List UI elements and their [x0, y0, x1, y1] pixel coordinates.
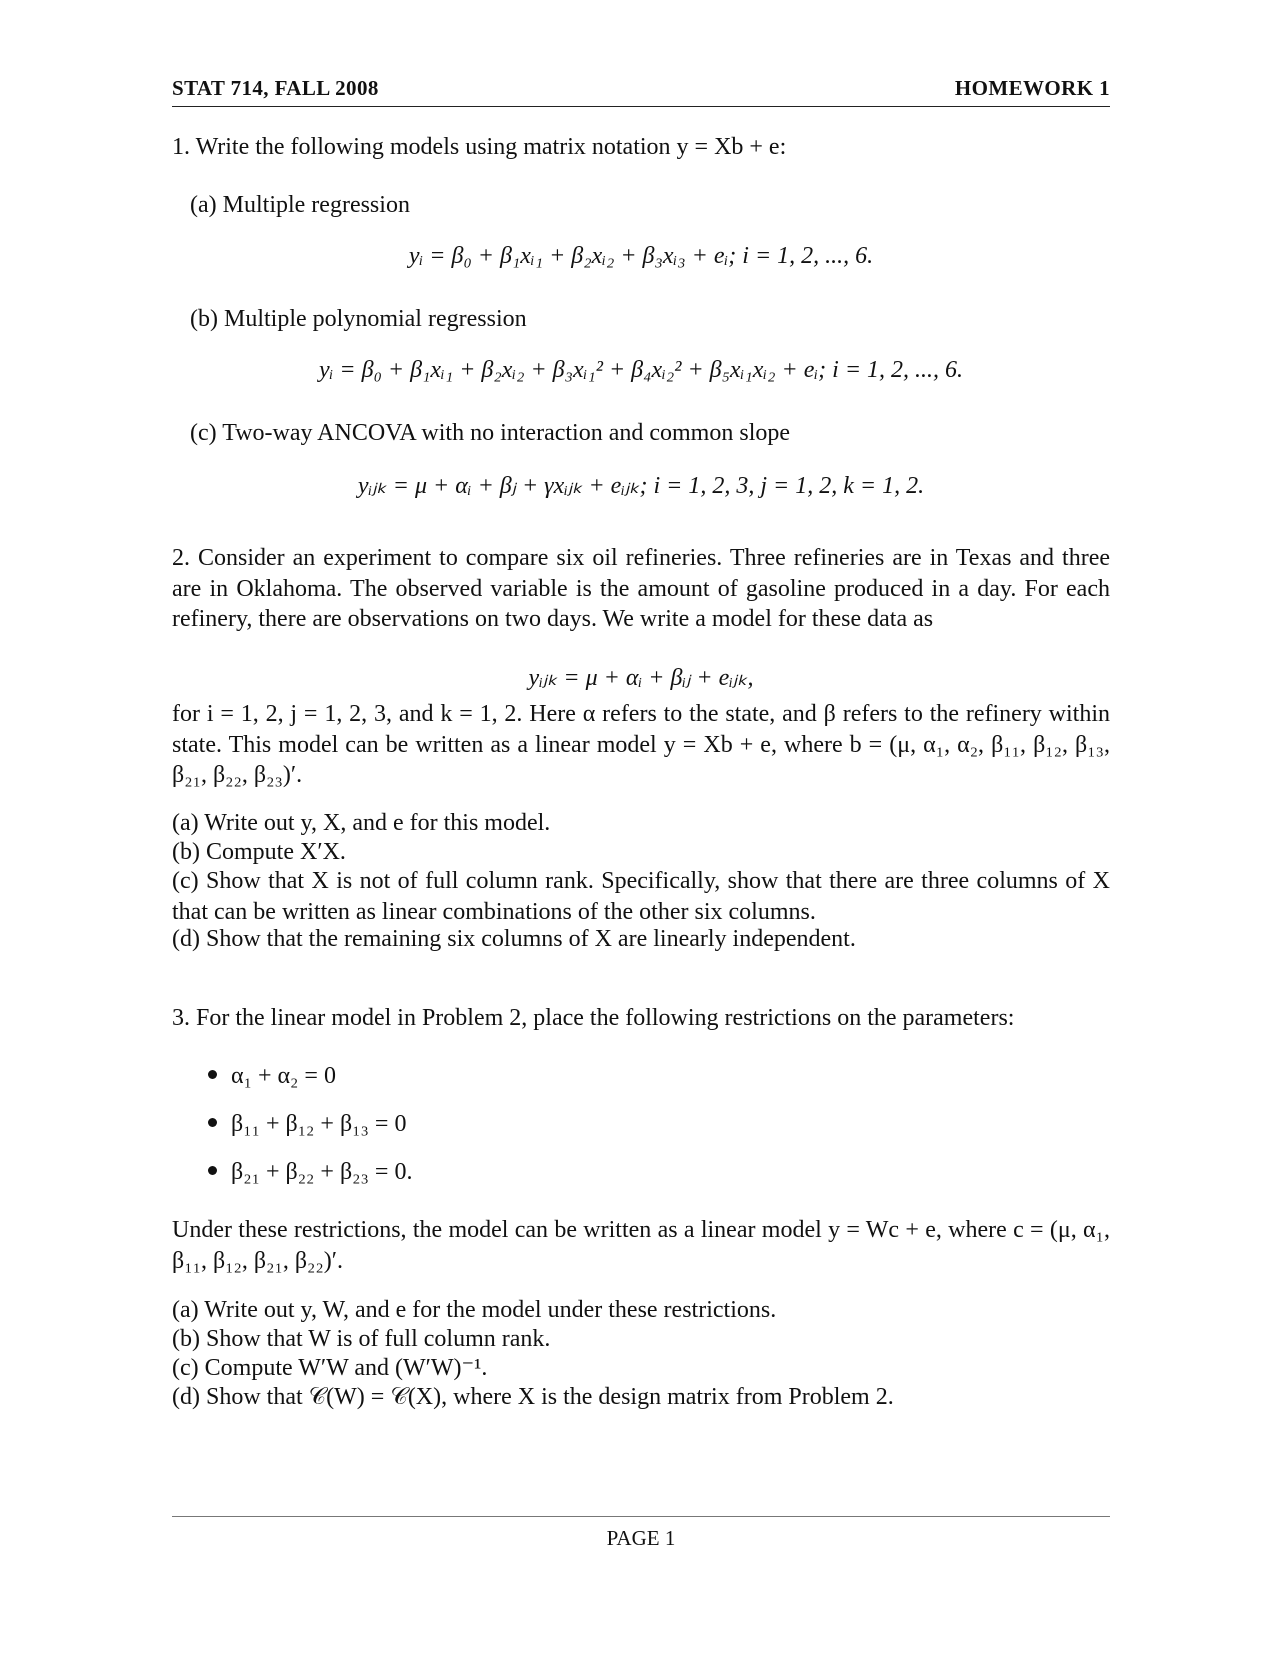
restriction-beta-2: β₂₁ + β₂₂ + β₂₃ = 0.: [208, 1159, 412, 1186]
problem-1c-equation: yᵢⱼₖ = μ + αᵢ + βⱼ + γxᵢⱼₖ + eᵢⱼₖ; i = 1, 2, 3, j = 1, 2, k = 1, 2.: [357, 473, 925, 499]
problem-3d: (d) Show that 𝒞(W) = 𝒞(X), where X is the design matrix from Problem 2.: [172, 1384, 894, 1410]
problem-1a-label: (a) Multiple regression: [190, 192, 410, 218]
homework-page: [172, 0, 1110, 1656]
problem-1a-equation: yᵢ = β₀ + β₁xᵢ₁ + β₂xᵢ₂ + β₃xᵢ₃ + eᵢ; i = 1, 2, ..., 6.: [408, 243, 874, 269]
problem-1c-label: (c) Two-way ANCOVA with no interaction and common slope: [190, 420, 791, 446]
problem-2c: (c) Show that X is not of full column rank. Specifically, show that there are three columns of X that can be written as linear combinations of the other six columns.: [172, 868, 1110, 925]
running-header: [172, 72, 1110, 107]
problem-1b-label: (b) Multiple polynomial regression: [190, 306, 527, 332]
problem-3-description: Under these restrictions, the model can be written as a linear model y = Wc + e, where c = (μ, α₁, β₁₁, β₁₂, β₂₁, β₂₂)′.: [172, 1217, 1110, 1274]
bullet-dot: [208, 1070, 217, 1079]
problem-2a: (a) Write out y, X, and e for this model.: [172, 810, 551, 836]
problem-1-intro: 1. Write the following models using matrix notation y = Xb + e:: [172, 134, 787, 160]
restriction-beta-1: β₁₁ + β₁₂ + β₁₃ = 0: [208, 1111, 406, 1138]
problem-2d: (d) Show that the remaining six columns of X are linearly independent.: [172, 926, 856, 952]
problem-3-intro: 3. For the linear model in Problem 2, place the following restrictions on the parameters:: [172, 1005, 1015, 1031]
problem-1b-equation: yᵢ = β₀ + β₁xᵢ₁ + β₂xᵢ₂ + β₃xᵢ₁² + β₄xᵢ₂² + β₅xᵢ₁xᵢ₂ + eᵢ; i = 1, 2, ..., 6.: [318, 357, 964, 383]
bullet-dot: [208, 1118, 217, 1127]
page-number: PAGE 1: [606, 1526, 676, 1550]
problem-3a: (a) Write out y, W, and e for the model under these restrictions.: [172, 1297, 777, 1323]
problem-2b: (b) Compute X′X.: [172, 839, 346, 865]
problem-3c: (c) Compute W′W and (W′W)⁻¹.: [172, 1355, 488, 1381]
bullet-dot: [208, 1166, 217, 1175]
restriction-alpha: α₁ + α₂ = 0: [208, 1063, 336, 1090]
problem-2-intro: 2. Consider an experiment to compare six oil refineries. Three refineries are in Texas and three are in Oklahoma. The observed variable is the amount of gasoline produced in a day. For each refinery, there are observations on two days. We write a model for these data as: [172, 545, 1110, 632]
problem-3b: (b) Show that W is of full column rank.: [172, 1326, 551, 1352]
footer-rule: [172, 1516, 1110, 1517]
course-label: STAT 714, FALL 2008: [172, 76, 379, 100]
problem-2-equation: yᵢⱼₖ = μ + αᵢ + βᵢⱼ + eᵢⱼₖ,: [528, 665, 754, 691]
problem-2-description: for i = 1, 2, j = 1, 2, 3, and k = 1, 2. Here α refers to the state, and β refers to the refinery within state. This model can be written as a linear model y = Xb + e, where b = (μ, α₁, α₂, β₁₁, β₁₂, β₁₃, β₂₁, β₂₂, β₂₃)′.: [172, 701, 1110, 788]
assignment-label: HOMEWORK 1: [954, 76, 1110, 100]
